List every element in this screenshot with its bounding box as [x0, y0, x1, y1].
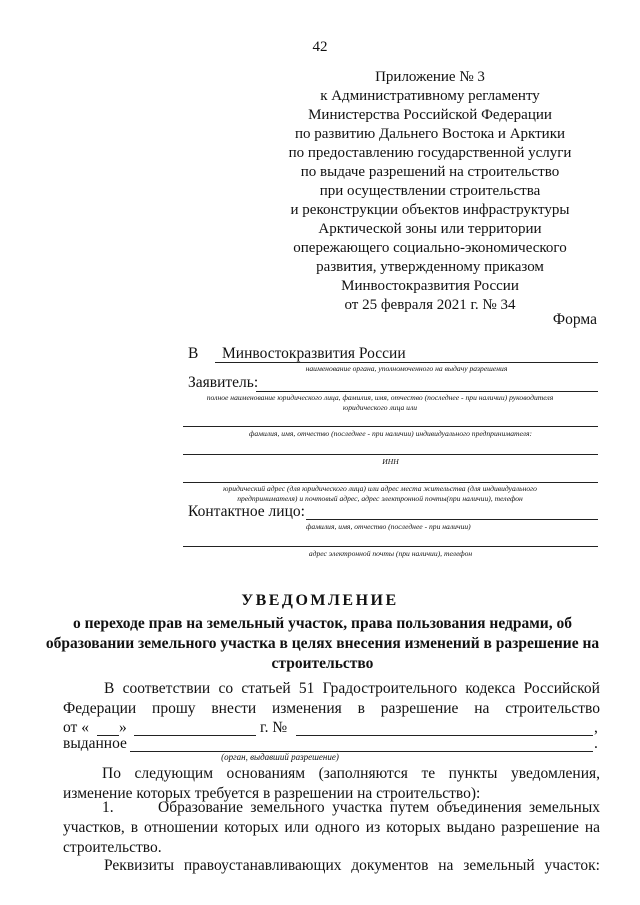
applicant-name-line[interactable]	[256, 391, 598, 392]
word: на	[474, 700, 490, 717]
notice-subtitle: о переходе прав на земельный участок, права пользования недрами, об образовании земельного участка в целях внесения изменений в разрешение на строительство	[45, 615, 600, 672]
recipient-prefix: В	[188, 345, 199, 362]
contact-name-caption: фамилия, имя, отчество (последнее - при наличии)	[306, 522, 471, 531]
appendix-line: Приложение № 3	[375, 69, 485, 85]
item1-number: 1.	[102, 799, 114, 816]
appendix-line: Арктической зоны или территории	[318, 221, 542, 237]
applicant-address-caption-line2: предпринимателя) и почтовый адрес, адрес электронной почты(при наличии), телефон	[237, 494, 523, 503]
from-month-field[interactable]	[134, 735, 256, 736]
word: изменения	[272, 700, 342, 717]
word: строительство	[505, 700, 600, 717]
appendix-line: Министерства Российской Федерации	[308, 107, 552, 123]
word: 51	[298, 680, 315, 697]
recipient-value: Минвостокразвития России	[222, 345, 406, 362]
recipient-line[interactable]	[215, 362, 598, 363]
word: статьей	[241, 680, 291, 697]
word: со	[218, 680, 234, 697]
appendix-line: к Административному регламенту	[320, 88, 540, 104]
word: в	[357, 700, 365, 717]
applicant-label: Заявитель:	[188, 374, 259, 391]
notice-title: УВЕДОМЛЕНИЕ	[241, 592, 399, 609]
form-label: Форма	[552, 311, 597, 328]
applicant-inn-line[interactable]	[183, 454, 598, 455]
contact-name-line[interactable]	[306, 519, 598, 520]
appendix-line: по выдаче разрешений на строительство	[300, 164, 560, 180]
word: разрешение	[380, 700, 459, 717]
requisites-line	[104, 857, 600, 875]
appendix-line: по предоставлению государственной услуги	[288, 145, 572, 161]
para2: По следующим основаниям (заполняются те пункты уведомления, изменение которых требуется в разрешении на строительство):	[63, 765, 600, 802]
word: земельный	[463, 857, 535, 874]
issued-label: выданное	[63, 735, 127, 752]
appendix-line: Минвостокразвития России	[341, 278, 519, 294]
recipient-caption: наименование органа, уполномоченного на выдачу разрешения	[305, 364, 508, 373]
contact-email-line[interactable]	[183, 546, 598, 547]
word: Федерации	[63, 700, 137, 717]
appendix-line: и реконструкции объектов инфраструктуры	[290, 202, 570, 218]
appendix-line: при осуществлении строительства	[319, 183, 541, 199]
word: правоустанавливающих	[183, 857, 342, 874]
word: соответствии	[122, 680, 211, 697]
word: Российской	[523, 680, 600, 697]
word: Градостроительного	[322, 680, 458, 697]
from-quote-close: »	[119, 719, 127, 736]
word: внести	[211, 700, 257, 717]
item1-text: Образование земельного участка путем объединения земельных участков, в отношении которых или одного из которых выдано разрешение на строительство.	[63, 799, 601, 856]
word: кодекса	[465, 680, 516, 697]
appendix-line: развития, утвержденному приказом	[316, 259, 544, 275]
permit-number-field[interactable]	[296, 735, 593, 736]
contact-email-caption: адрес электронной почты (при наличии), телефон	[308, 549, 473, 558]
page-number: 42	[312, 39, 328, 55]
appendix-header	[260, 68, 600, 315]
item1	[63, 798, 600, 858]
applicant-caption-line2: юридического лица или	[342, 403, 418, 412]
from-prefix: от «	[63, 719, 89, 736]
appendix-line: по развитию Дальнего Востока и Арктики	[294, 126, 566, 142]
contact-label: Контактное лицо:	[188, 503, 305, 520]
appendix-line: от 25 февраля 2021 г. № 34	[344, 297, 516, 313]
applicant-address-line[interactable]	[183, 482, 598, 483]
para1-line2	[63, 700, 600, 718]
issued-caption: (орган, выдавший разрешение)	[221, 752, 339, 762]
applicant-ip-caption: фамилия, имя, отчество (последнее - при наличии) индивидуального предпринимателя:	[248, 429, 533, 438]
applicant-address-caption-line1: юридический адрес (для юридического лица) или адрес места жительства (для индивидуального	[223, 484, 537, 493]
word: В	[104, 680, 115, 697]
word: Реквизиты	[104, 857, 175, 874]
year-number-label: г. №	[260, 719, 288, 736]
applicant-inn-caption: ИНН	[382, 457, 399, 466]
comma: ,	[594, 719, 598, 736]
applicant-ip-line[interactable]	[183, 426, 598, 427]
para1-line1	[104, 680, 600, 698]
word: на	[438, 857, 454, 874]
word: участок:	[544, 857, 600, 874]
applicant-caption-line1: полное наименование юридического лица, фамилия, имя, отчество (последнее - при наличии) руководителя	[206, 393, 554, 402]
word: прошу	[152, 700, 196, 717]
appendix-line: опережающего социально-экономического	[293, 240, 567, 256]
issued-end: .	[594, 735, 598, 752]
word: документов	[351, 857, 429, 874]
